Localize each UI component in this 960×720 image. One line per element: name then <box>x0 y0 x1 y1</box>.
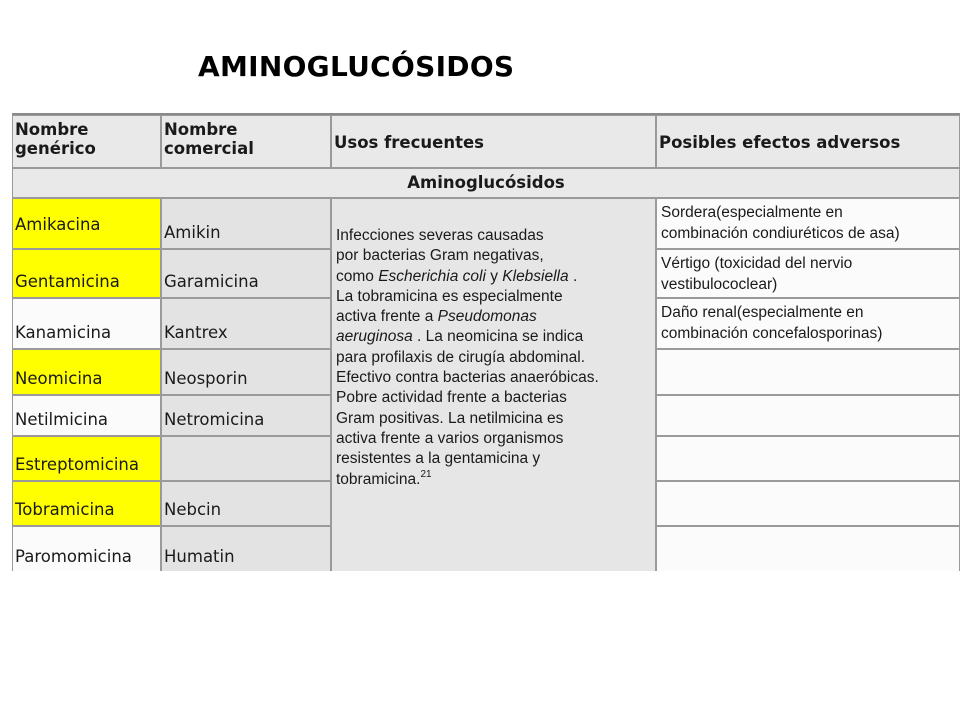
adverse-effect-cell: Sordera(especialmente en combinación condiuréticos de asa) <box>656 198 960 249</box>
header-commercial-line1: Nombre <box>164 120 238 139</box>
adverse-effect-cell-empty <box>656 526 960 571</box>
header-adverse-label: Posibles efectos adversos <box>659 133 901 152</box>
adverse-effect-cell-empty <box>656 349 960 395</box>
generic-name-cell: Neomicina <box>12 349 161 395</box>
uses-text: Infecciones severas causadas por bacterias Gram negativas, como Escherichia coli y Klebsiella . La tobramicina es especialmente activa frente a Pseudomonas aeruginosa . La neomicina se indica para profilaxis de cirugía abdominal. Efectivo contra bacterias anaeróbicas. Pobre actividad frente a bacterias Gram positivas. La netilmicina es activa frente a varios organismos resistentes a la gentamicina y tobramicina.$^{21}$ <box>336 227 599 488</box>
adverse-effect-cell-empty <box>656 481 960 526</box>
header-generic-name <box>12 115 161 168</box>
generic-name-cell: Paromomicina <box>12 526 161 571</box>
group-label: Aminoglucósidos <box>407 173 565 192</box>
reference-superscript: 21 <box>420 468 432 480</box>
commercial-name-cell <box>161 436 331 481</box>
uses-cell <box>331 198 656 571</box>
header-adverse-effects <box>656 115 960 168</box>
generic-name-cell: Kanamicina <box>12 298 161 349</box>
aminoglycosides-table <box>12 113 960 571</box>
adverse-effect-cell-empty <box>656 436 960 481</box>
generic-name-cell: Amikacina <box>12 198 161 249</box>
generic-name-cell: Gentamicina <box>12 249 161 298</box>
group-row <box>12 168 960 198</box>
header-commercial-name <box>161 115 331 168</box>
commercial-name-cell: Nebcin <box>161 481 331 526</box>
commercial-name-cell: Humatin <box>161 526 331 571</box>
header-generic-line1: Nombre <box>15 120 89 139</box>
commercial-name-cell: Netromicina <box>161 395 331 436</box>
adverse-effect-cell: Daño renal(especialmente en combinación concefalosporinas) <box>656 298 960 349</box>
commercial-name-cell: Neosporin <box>161 349 331 395</box>
header-uses-label: Usos frecuentes <box>334 133 484 152</box>
commercial-name-cell: Garamicina <box>161 249 331 298</box>
generic-name-cell: Netilmicina <box>12 395 161 436</box>
generic-name-cell: Tobramicina <box>12 481 161 526</box>
commercial-name-cell: Kantrex <box>161 298 331 349</box>
page-title: AMINOGLUCÓSIDOS <box>198 50 515 83</box>
table-body <box>12 113 960 571</box>
header-uses <box>331 115 656 168</box>
header-generic-line2: genérico <box>15 139 96 158</box>
generic-name-cell: Estreptomicina <box>12 436 161 481</box>
header-commercial-line2: comercial <box>164 139 254 158</box>
adverse-effect-cell-empty <box>656 395 960 436</box>
commercial-name-cell: Amikin <box>161 198 331 249</box>
adverse-effect-cell: Vértigo (toxicidad del nervio vestibulococlear) <box>656 249 960 298</box>
